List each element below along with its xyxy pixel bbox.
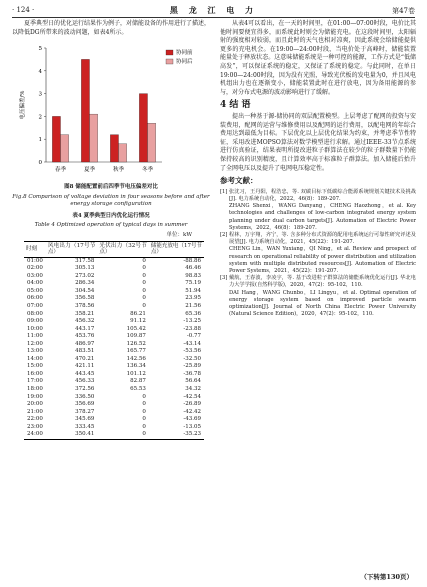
table-cell: 356.58 xyxy=(75,295,95,302)
page-number: · 124 · xyxy=(12,6,35,14)
table-cell: 421.11 xyxy=(75,363,95,370)
table-cell: -88.86 xyxy=(183,257,201,264)
table-row xyxy=(24,378,204,386)
continuation-note: （下转第130页） xyxy=(360,573,413,581)
reference-item xyxy=(220,290,416,319)
table-cell: 09:00 xyxy=(27,318,43,325)
table-cell: 333.45 xyxy=(75,423,95,430)
table-row xyxy=(24,273,204,281)
legend-label: 协同前 xyxy=(176,50,193,57)
table-cell: 06:00 xyxy=(27,295,43,302)
table-cell: 23.95 xyxy=(185,295,201,302)
table-cell: -32.50 xyxy=(183,355,201,362)
table-cell: 75.19 xyxy=(185,280,201,287)
table-cell: 05:00 xyxy=(27,287,43,294)
reference-list xyxy=(220,189,416,319)
table-cell: 126.52 xyxy=(126,340,146,347)
table-cell: 21:00 xyxy=(27,408,43,415)
reference-item xyxy=(220,275,416,289)
col-header-storage: 储能充放电（17号节点） xyxy=(150,242,202,256)
table-row xyxy=(24,318,204,326)
reference-number: [2] xyxy=(220,231,228,238)
table-unit: 单位：kW xyxy=(166,231,192,238)
table-cell: 0 xyxy=(142,423,146,430)
table-caption-cn: 表4 夏季典型日内优化运行情况 xyxy=(72,212,150,219)
table-cell: 443.17 xyxy=(75,325,95,332)
legend-swatch xyxy=(166,59,173,64)
table-cell: 13:00 xyxy=(27,348,43,355)
table-row xyxy=(24,348,204,356)
table-cell: -23.88 xyxy=(183,325,201,332)
table-cell: 350.41 xyxy=(46,431,97,439)
table-cell: 0 xyxy=(97,431,148,439)
table-cell: 86.21 xyxy=(130,310,146,317)
table-row xyxy=(24,431,204,439)
reference-text: CHENG Lin，WAN Yuxiang，QI Ning，et al. Review and prospect of research on operational reliability of power distribution and utilization system with multiple distributed resources[J]. Automation of Electric Power Systems，2021，45(22)：191-207. xyxy=(229,246,416,274)
table-cell: 14:00 xyxy=(27,355,43,362)
table-cell: -43.69 xyxy=(183,416,201,423)
bar-before xyxy=(110,135,118,162)
table-row xyxy=(24,394,204,402)
table-row xyxy=(24,416,204,424)
col-header-pv: 光伏出力（32号节点） xyxy=(99,242,147,256)
table-row xyxy=(24,424,204,432)
table-cell: -26.89 xyxy=(183,401,201,408)
legend-label: 协同后 xyxy=(176,59,193,66)
table-cell: 336.50 xyxy=(75,393,95,400)
table-row xyxy=(24,409,204,417)
reference-number: [3] xyxy=(220,275,228,282)
table-cell: 03:00 xyxy=(27,272,43,279)
table-row xyxy=(24,257,204,265)
table-cell: 109.87 xyxy=(126,333,146,340)
table-cell: 65.36 xyxy=(185,310,201,317)
summer-operation-table xyxy=(24,241,204,440)
reference-text: 戴航，王春波，李凌宇，等. 基于改进粒子群算法的储能系统优化运行[J]. 华北电力大学学报(自然科学版)，2020，47(2)：95-102，110. xyxy=(229,275,416,289)
reference-text: 程林，万宇翔，齐宁，等. 含多种分布式资源的配用电系统运行可靠性研究评述及展望[J]. 电力系统自动化，2021，45(22)：191-207. xyxy=(229,231,416,246)
reference-item xyxy=(220,203,416,232)
table-cell: -53.56 xyxy=(183,348,201,355)
conclusion-paragraph: 提出一种基于源-储协同的双层配置模型。上层考虑了配网的投资与安装费用，配网的运营与维修费用以及配网的运行费用，以配电网的年综合费用达到最低为目标。下层优化以上层优化结果为约束，并考虑季节性特征，采用改进MOPSO算法对数学模型进行求解。通过IEEE-33节点系统进行仿真验证，结果表明所提改进粒子群算法在较少的粒子群数量下仍能保持较高的识别精度，且计算效率高于标准粒子群算法。加入储能后抬升了全网电压以及提升了电网电压稳定性。 xyxy=(220,112,416,172)
chart-svg xyxy=(12,40,210,180)
reference-text: DAI Hang，WANG Chunbo，LI Lingyu，et al. Optimal operation of energy storage system based on improved particle swarm optimization[J]. Journal of North China Electric Power University (Natural Science Edition)，2020，47(2)：95-102，110. xyxy=(229,289,416,318)
analysis-paragraph: 从表4可以看出，在一天的时间里，在01:00—07:00时段，电价比其他时间要便宜得多，而系统此时则会为储能充电。在这段时间里，太阳辐射的强度相对较弱，而且此时的天气也相对凉爽，因此系统会给储能提供更多的充电机会。在19:00—24:00时段，当电价处于高峰时，储能装置能量处于释放状态。这意味储能系统是一种可控的能源，工作方式是“低储高发”，可以保证系统的稳定，又保证了系统的稳定。与此同时，在单日19:00—24:00时段，因为没有光照，导致光伏板的发电量为0，并且风电机组出力也在逐渐变小，储能装置此时在进行放电，因为备用能源的参与，对分布式电源的波动影响进行了缓解。 xyxy=(220,20,416,96)
figure-caption-cn: 图8 储能配置前后四季节电压偏差对比 xyxy=(64,184,158,191)
table-cell: 105.42 xyxy=(126,325,146,332)
reference-text: 张沈习，王丹阳，程浩忠，等. 双碳目标下低碳综合能源系统规划关键技术及挑战[J]. 电力系统自动化，2022，46(8)：189-207. xyxy=(229,188,416,202)
table-cell: 11:00 xyxy=(27,333,43,340)
figure-caption-en: Fig.8 Comparison of voltage deviation in four seasons before and after energy storage configuration xyxy=(12,193,210,208)
table-cell: 0 xyxy=(142,393,146,400)
reference-text: ZHANG Shenxi，WANG Danyang，CHENG Haozhong，et al. Key technologies and challenges of low-carbon integrated energy system planning under dual carbon targets[J]. Automation of Electric Power Systems，2022，46(8)：189-207. xyxy=(229,203,416,231)
table-cell: 0 xyxy=(142,295,146,302)
table-body xyxy=(24,257,204,439)
table-cell: 98.83 xyxy=(185,272,201,279)
table-cell: 07:00 xyxy=(27,302,43,309)
right-column xyxy=(220,20,416,318)
table-cell: 0 xyxy=(142,287,146,294)
x-tick-label: 冬季 xyxy=(141,167,154,174)
table-cell: -35.23 xyxy=(149,431,204,439)
x-tick-label: 夏季 xyxy=(83,167,96,174)
table-cell: 17:00 xyxy=(27,378,43,385)
y-tick-label: 1 xyxy=(38,137,42,144)
y-tick-label: 4 xyxy=(38,68,42,75)
table-cell: 34.32 xyxy=(185,385,201,392)
table-cell: 101.12 xyxy=(126,370,146,377)
table-cell: 378.56 xyxy=(75,302,95,309)
table-cell: -43.14 xyxy=(183,340,201,347)
voltage-deviation-chart xyxy=(12,40,210,180)
table-cell: 16:00 xyxy=(27,370,43,377)
table-cell: 15:00 xyxy=(27,363,43,370)
table-cell: 483.51 xyxy=(75,348,95,355)
table-cell: 04:00 xyxy=(27,280,43,287)
reference-item xyxy=(220,189,416,203)
table-cell: 486.97 xyxy=(75,340,95,347)
table-row xyxy=(24,265,204,273)
table-row xyxy=(24,311,204,319)
table-row xyxy=(24,333,204,341)
table-row xyxy=(24,295,204,303)
bar-after xyxy=(90,114,98,162)
table-cell: 0 xyxy=(142,257,146,264)
table-cell: -42.54 xyxy=(183,393,201,400)
conclusion-heading: 4 结 语 xyxy=(220,100,251,111)
table-cell: 0 xyxy=(142,302,146,309)
table-cell: 08:00 xyxy=(27,310,43,317)
bar-after xyxy=(119,144,127,162)
table-row xyxy=(24,401,204,409)
y-tick-label: 3 xyxy=(38,91,42,98)
table-row xyxy=(24,371,204,379)
references-heading: 参考文献： xyxy=(220,176,258,186)
table-cell: -13.05 xyxy=(183,423,201,430)
table-row xyxy=(24,280,204,288)
table-cell: 20:00 xyxy=(27,401,43,408)
x-tick-label: 春季 xyxy=(54,167,67,174)
table-cell: 51.94 xyxy=(185,287,201,294)
reference-item xyxy=(220,246,416,275)
table-cell: -13.25 xyxy=(183,318,201,325)
table-cell: 453.76 xyxy=(75,333,95,340)
table-caption-en: Table 4 Optimized operation of typical days in summer xyxy=(34,222,188,229)
bar-before xyxy=(81,60,89,163)
table-cell: 470.21 xyxy=(75,355,95,362)
table-row xyxy=(24,303,204,311)
running-header xyxy=(12,4,415,18)
table-cell: 0 xyxy=(142,265,146,272)
table-cell: 443.45 xyxy=(75,370,95,377)
table-cell: 10:00 xyxy=(27,325,43,332)
table-cell: 82.87 xyxy=(130,378,146,385)
y-tick-label: 0 xyxy=(38,160,42,167)
table-cell: 21.56 xyxy=(185,302,201,309)
left-column xyxy=(12,20,210,440)
table-cell: 456.33 xyxy=(75,378,95,385)
table-cell: 91.12 xyxy=(130,318,146,325)
table-cell: 0 xyxy=(142,272,146,279)
table-cell: 02:00 xyxy=(27,265,43,272)
table-cell: -36.78 xyxy=(183,370,201,377)
table-cell: 142.56 xyxy=(126,355,146,362)
table-cell: 46.46 xyxy=(185,265,201,272)
y-tick-label: 5 xyxy=(38,46,42,53)
table-row xyxy=(24,363,204,371)
table-cell: 378.27 xyxy=(75,408,95,415)
table-cell: 24:00 xyxy=(24,431,46,439)
table-cell: 01:00 xyxy=(27,257,43,264)
legend-swatch xyxy=(166,50,173,55)
table-cell: 273.02 xyxy=(75,272,95,279)
table-cell: 23:00 xyxy=(27,423,43,430)
table-cell: 56.64 xyxy=(185,378,201,385)
bar-after xyxy=(61,135,69,162)
table-cell: 358.21 xyxy=(75,310,95,317)
bar-before xyxy=(139,94,147,162)
table-row xyxy=(24,288,204,296)
reference-item xyxy=(220,232,416,246)
table-cell: 18:00 xyxy=(27,385,43,392)
col-header-time: 时刻 xyxy=(24,241,46,257)
table-cell: 12:00 xyxy=(27,340,43,347)
table-cell: 0 xyxy=(142,280,146,287)
journal-title: 黑 龙 江 电 力 xyxy=(169,5,258,15)
table-cell: 304.54 xyxy=(75,287,95,294)
bar-after xyxy=(148,123,156,162)
col-header-wind: 风电出力（17号节点） xyxy=(47,242,96,256)
table-cell: 22:00 xyxy=(27,416,43,423)
intro-paragraph: 夏季典型日的优化运行结果作为例子，对储能设备的作用进行了描述，以降低DG所带来的波动问题，如表4所示。 xyxy=(12,20,211,36)
y-tick-label: 2 xyxy=(38,114,42,121)
x-tick-label: 秋季 xyxy=(112,167,125,174)
table-cell: 456.32 xyxy=(75,318,95,325)
table-row xyxy=(24,326,204,334)
table-cell: -0.77 xyxy=(186,333,201,340)
reference-number: [1] xyxy=(220,188,228,195)
volume-label: 第47卷 xyxy=(392,7,415,15)
table-cell: 372.56 xyxy=(75,385,95,392)
table-cell: 305.13 xyxy=(75,265,95,272)
table-cell: 356.69 xyxy=(75,401,95,408)
table-cell: 286.34 xyxy=(75,280,95,287)
bar-before xyxy=(52,117,60,163)
table-cell: 0 xyxy=(142,408,146,415)
table-cell: 345.69 xyxy=(75,416,95,423)
table-cell: 136.34 xyxy=(126,363,146,370)
table-cell: 165.77 xyxy=(126,348,146,355)
table-row xyxy=(24,386,204,394)
table-cell: 19:00 xyxy=(27,393,43,400)
table-cell: -25.89 xyxy=(183,363,201,370)
table-row xyxy=(24,356,204,364)
table-cell: 65.53 xyxy=(130,385,146,392)
table-cell: 0 xyxy=(142,416,146,423)
table-cell: 317.58 xyxy=(75,257,95,264)
y-axis-label: 电压偏差/% xyxy=(20,90,26,120)
table-cell: 0 xyxy=(142,401,146,408)
table-row xyxy=(24,341,204,349)
table-cell: -42.42 xyxy=(183,408,201,415)
